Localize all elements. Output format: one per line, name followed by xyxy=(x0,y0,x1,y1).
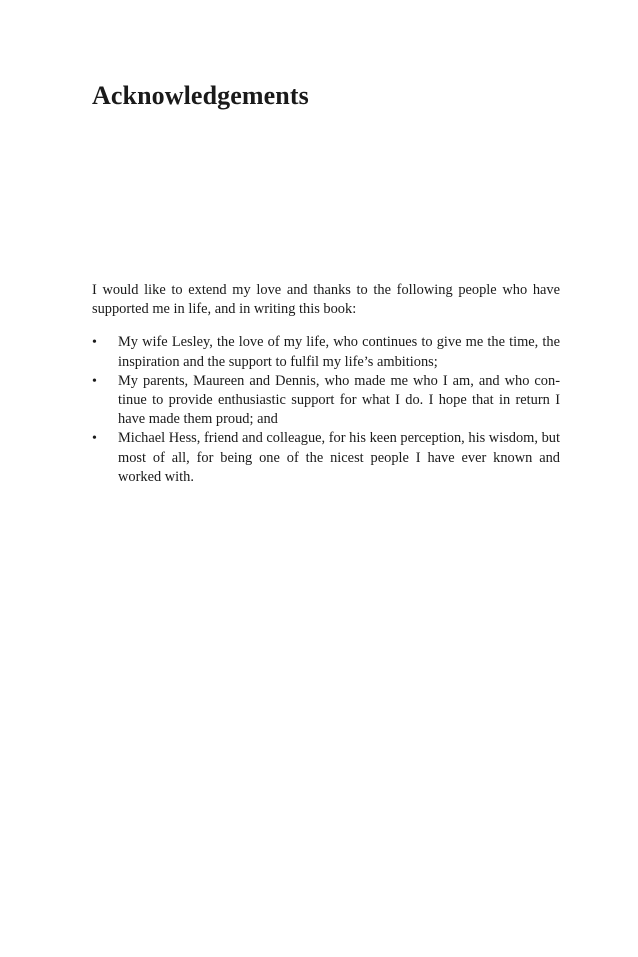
bullet-icon: • xyxy=(92,373,97,389)
acknowledgements-body xyxy=(92,281,560,487)
page-title: Acknowledgements xyxy=(92,81,309,110)
bullet-icon: • xyxy=(92,431,97,447)
list-item xyxy=(92,429,560,487)
list-item-text: Michael Hess, friend and colleague, for his keen perception, his wisdom, but most of all, for being one of the nicest people I have ever known and worked with. xyxy=(118,430,560,485)
list-item-text: My wife Lesley, the love of my life, who continues to give me the time, the inspiration and the support to fulfil my life’s ambitions; xyxy=(118,334,560,370)
list-item xyxy=(92,372,560,430)
list-item-text: My parents, Maureen and Dennis, who made me who I am, and who continue to provide enthusiastic support for what I do. I hope that in return I have made them proud; and xyxy=(118,372,560,428)
intro-paragraph: I would like to extend my love and thanks to the following people who have supported me in life, and in writing this book: xyxy=(92,282,560,318)
list-item xyxy=(92,333,560,371)
bullet-icon: • xyxy=(92,335,97,351)
thanks-list xyxy=(92,333,560,487)
